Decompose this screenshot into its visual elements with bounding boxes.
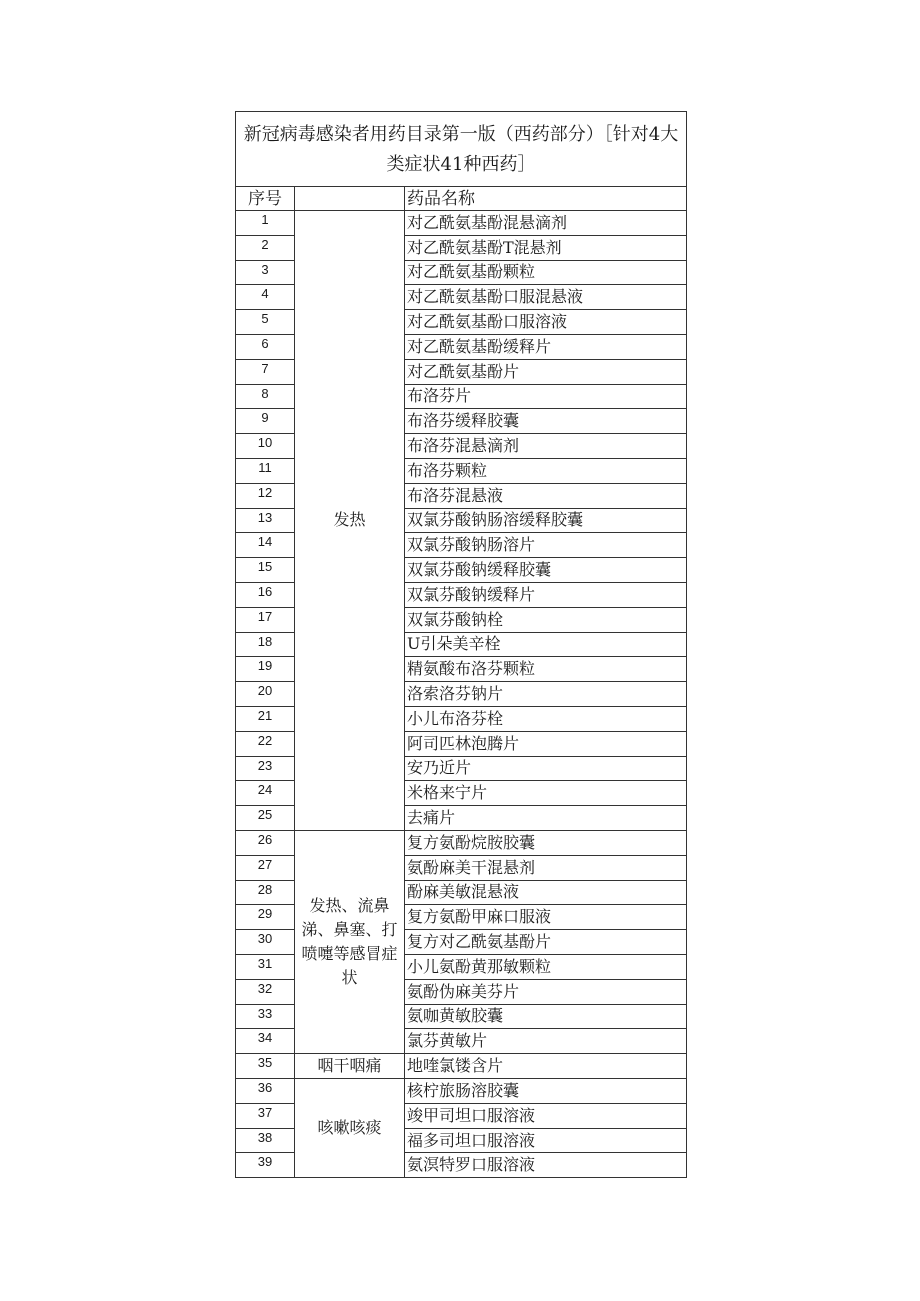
row-number: 39 xyxy=(236,1153,295,1178)
drug-name: U引朵美辛栓 xyxy=(405,632,687,657)
drug-name: 对乙酰氨基酚缓释片 xyxy=(405,334,687,359)
column-header-category xyxy=(295,187,405,211)
row-number: 5 xyxy=(236,310,295,335)
row-number: 29 xyxy=(236,905,295,930)
drug-name: 阿司匹林泡腾片 xyxy=(405,731,687,756)
row-number: 2 xyxy=(236,235,295,260)
row-number: 37 xyxy=(236,1103,295,1128)
column-header-no: 序号 xyxy=(236,187,295,211)
drug-name: 酚麻美敏混悬液 xyxy=(405,880,687,905)
row-number: 6 xyxy=(236,334,295,359)
row-number: 12 xyxy=(236,483,295,508)
drug-name: 氨咖黄敏胶囊 xyxy=(405,1004,687,1029)
drug-name: 福多司坦口服溶液 xyxy=(405,1128,687,1153)
drug-name: 氨酚麻美干混悬剂 xyxy=(405,855,687,880)
drug-name: 去痛片 xyxy=(405,806,687,831)
row-number: 34 xyxy=(236,1029,295,1054)
drug-name: 对乙酰氨基酚T混悬剂 xyxy=(405,235,687,260)
row-number: 25 xyxy=(236,806,295,831)
header-row xyxy=(236,187,687,211)
drug-name: 地喹氯镂含片 xyxy=(405,1054,687,1079)
drug-name: 复方氨酚烷胺胶囊 xyxy=(405,830,687,855)
drug-name: 核柠旅肠溶胶囊 xyxy=(405,1079,687,1104)
table-row xyxy=(236,830,687,855)
row-number: 19 xyxy=(236,657,295,682)
row-number: 20 xyxy=(236,682,295,707)
symptom-category: 咽干咽痛 xyxy=(295,1054,405,1079)
drug-name: 布洛芬混悬液 xyxy=(405,483,687,508)
row-number: 16 xyxy=(236,582,295,607)
drug-name: 精氨酸布洛芬颗粒 xyxy=(405,657,687,682)
drug-name: 复方氨酚甲麻口服液 xyxy=(405,905,687,930)
row-number: 3 xyxy=(236,260,295,285)
symptom-category: 发热 xyxy=(295,211,405,831)
page-title: 新冠病毒感染者用药目录第一版（西药部分）［针对4大类症状41种西药］ xyxy=(236,112,687,187)
row-number: 30 xyxy=(236,930,295,955)
row-number: 21 xyxy=(236,706,295,731)
row-number: 32 xyxy=(236,979,295,1004)
row-number: 33 xyxy=(236,1004,295,1029)
row-number: 7 xyxy=(236,359,295,384)
row-number: 13 xyxy=(236,508,295,533)
row-number: 36 xyxy=(236,1079,295,1104)
drug-name: 双氯芬酸钠缓释片 xyxy=(405,582,687,607)
row-number: 4 xyxy=(236,285,295,310)
drug-table xyxy=(235,111,687,1178)
drug-name: 安乃近片 xyxy=(405,756,687,781)
row-number: 23 xyxy=(236,756,295,781)
drug-name: 洛索洛芬钠片 xyxy=(405,682,687,707)
drug-name: 布洛芬缓释胶囊 xyxy=(405,409,687,434)
row-number: 18 xyxy=(236,632,295,657)
drug-name: 对乙酰氨基酚口服混悬液 xyxy=(405,285,687,310)
drug-name: 复方对乙酰氨基酚片 xyxy=(405,930,687,955)
drug-name: 米格来宁片 xyxy=(405,781,687,806)
row-number: 22 xyxy=(236,731,295,756)
row-number: 9 xyxy=(236,409,295,434)
drug-name: 对乙酰氨基酚混悬滴剂 xyxy=(405,211,687,236)
row-number: 24 xyxy=(236,781,295,806)
row-number: 17 xyxy=(236,607,295,632)
table-row xyxy=(236,211,687,236)
title-row xyxy=(236,112,687,187)
drug-name: 双氯芬酸钠肠溶缓释胶囊 xyxy=(405,508,687,533)
drug-name: 双氯芬酸钠肠溶片 xyxy=(405,533,687,558)
row-number: 10 xyxy=(236,434,295,459)
row-number: 8 xyxy=(236,384,295,409)
column-header-name: 药品名称 xyxy=(405,187,687,211)
drug-name: 双氯芬酸钠栓 xyxy=(405,607,687,632)
symptom-category: 发热、流鼻涕、鼻塞、打喷嚏等感冒症状 xyxy=(295,830,405,1053)
row-number: 28 xyxy=(236,880,295,905)
row-number: 1 xyxy=(236,211,295,236)
row-number: 15 xyxy=(236,558,295,583)
row-number: 38 xyxy=(236,1128,295,1153)
drug-name: 氨酚伪麻美芬片 xyxy=(405,979,687,1004)
drug-name: 小儿布洛芬栓 xyxy=(405,706,687,731)
drug-name: 对乙酰氨基酚片 xyxy=(405,359,687,384)
drug-name: 小儿氨酚黄那敏颗粒 xyxy=(405,954,687,979)
row-number: 27 xyxy=(236,855,295,880)
drug-name: 对乙酰氨基酚颗粒 xyxy=(405,260,687,285)
row-number: 31 xyxy=(236,954,295,979)
drug-name: 布洛芬片 xyxy=(405,384,687,409)
row-number: 14 xyxy=(236,533,295,558)
drug-name: 氨溟特罗口服溶液 xyxy=(405,1153,687,1178)
drug-catalog-sheet xyxy=(235,111,686,1178)
drug-name: 双氯芬酸钠缓释胶囊 xyxy=(405,558,687,583)
drug-name: 布洛芬颗粒 xyxy=(405,458,687,483)
table-row xyxy=(236,1079,687,1104)
row-number: 35 xyxy=(236,1054,295,1079)
row-number: 26 xyxy=(236,830,295,855)
drug-name: 对乙酰氨基酚口服溶液 xyxy=(405,310,687,335)
drug-name: 布洛芬混悬滴剂 xyxy=(405,434,687,459)
row-number: 11 xyxy=(236,458,295,483)
drug-name: 竣甲司坦口服溶液 xyxy=(405,1103,687,1128)
symptom-category: 咳嗽咳痰 xyxy=(295,1079,405,1178)
drug-name: 氯芬黄敏片 xyxy=(405,1029,687,1054)
table-row xyxy=(236,1054,687,1079)
